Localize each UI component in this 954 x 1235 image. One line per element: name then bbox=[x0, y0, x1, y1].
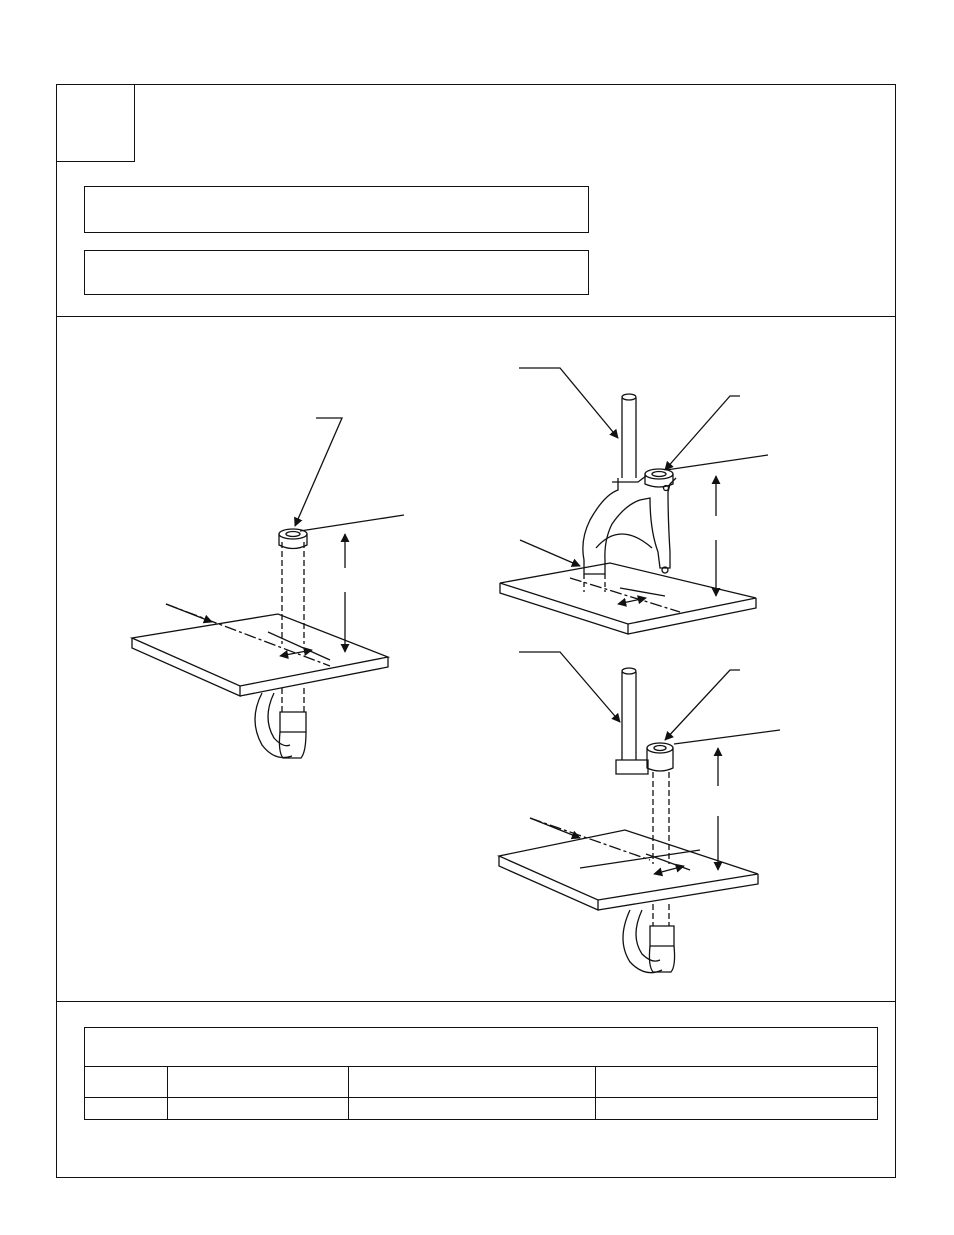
table-row bbox=[85, 1098, 878, 1120]
specifications-table bbox=[84, 1027, 878, 1120]
table-cell bbox=[596, 1098, 878, 1120]
table-header-cell bbox=[596, 1067, 878, 1098]
table-caption bbox=[85, 1028, 878, 1067]
figure-right-gooseneck bbox=[500, 368, 768, 634]
table-cell bbox=[85, 1098, 168, 1120]
table-cell bbox=[168, 1098, 349, 1120]
table-cell bbox=[349, 1098, 596, 1120]
figure-right-riser bbox=[499, 652, 780, 973]
table-header-cell bbox=[349, 1067, 596, 1098]
figure-left-supply bbox=[132, 418, 404, 758]
table-header-cell bbox=[85, 1067, 168, 1098]
table-header-row bbox=[85, 1067, 878, 1098]
table-header-cell bbox=[168, 1067, 349, 1098]
